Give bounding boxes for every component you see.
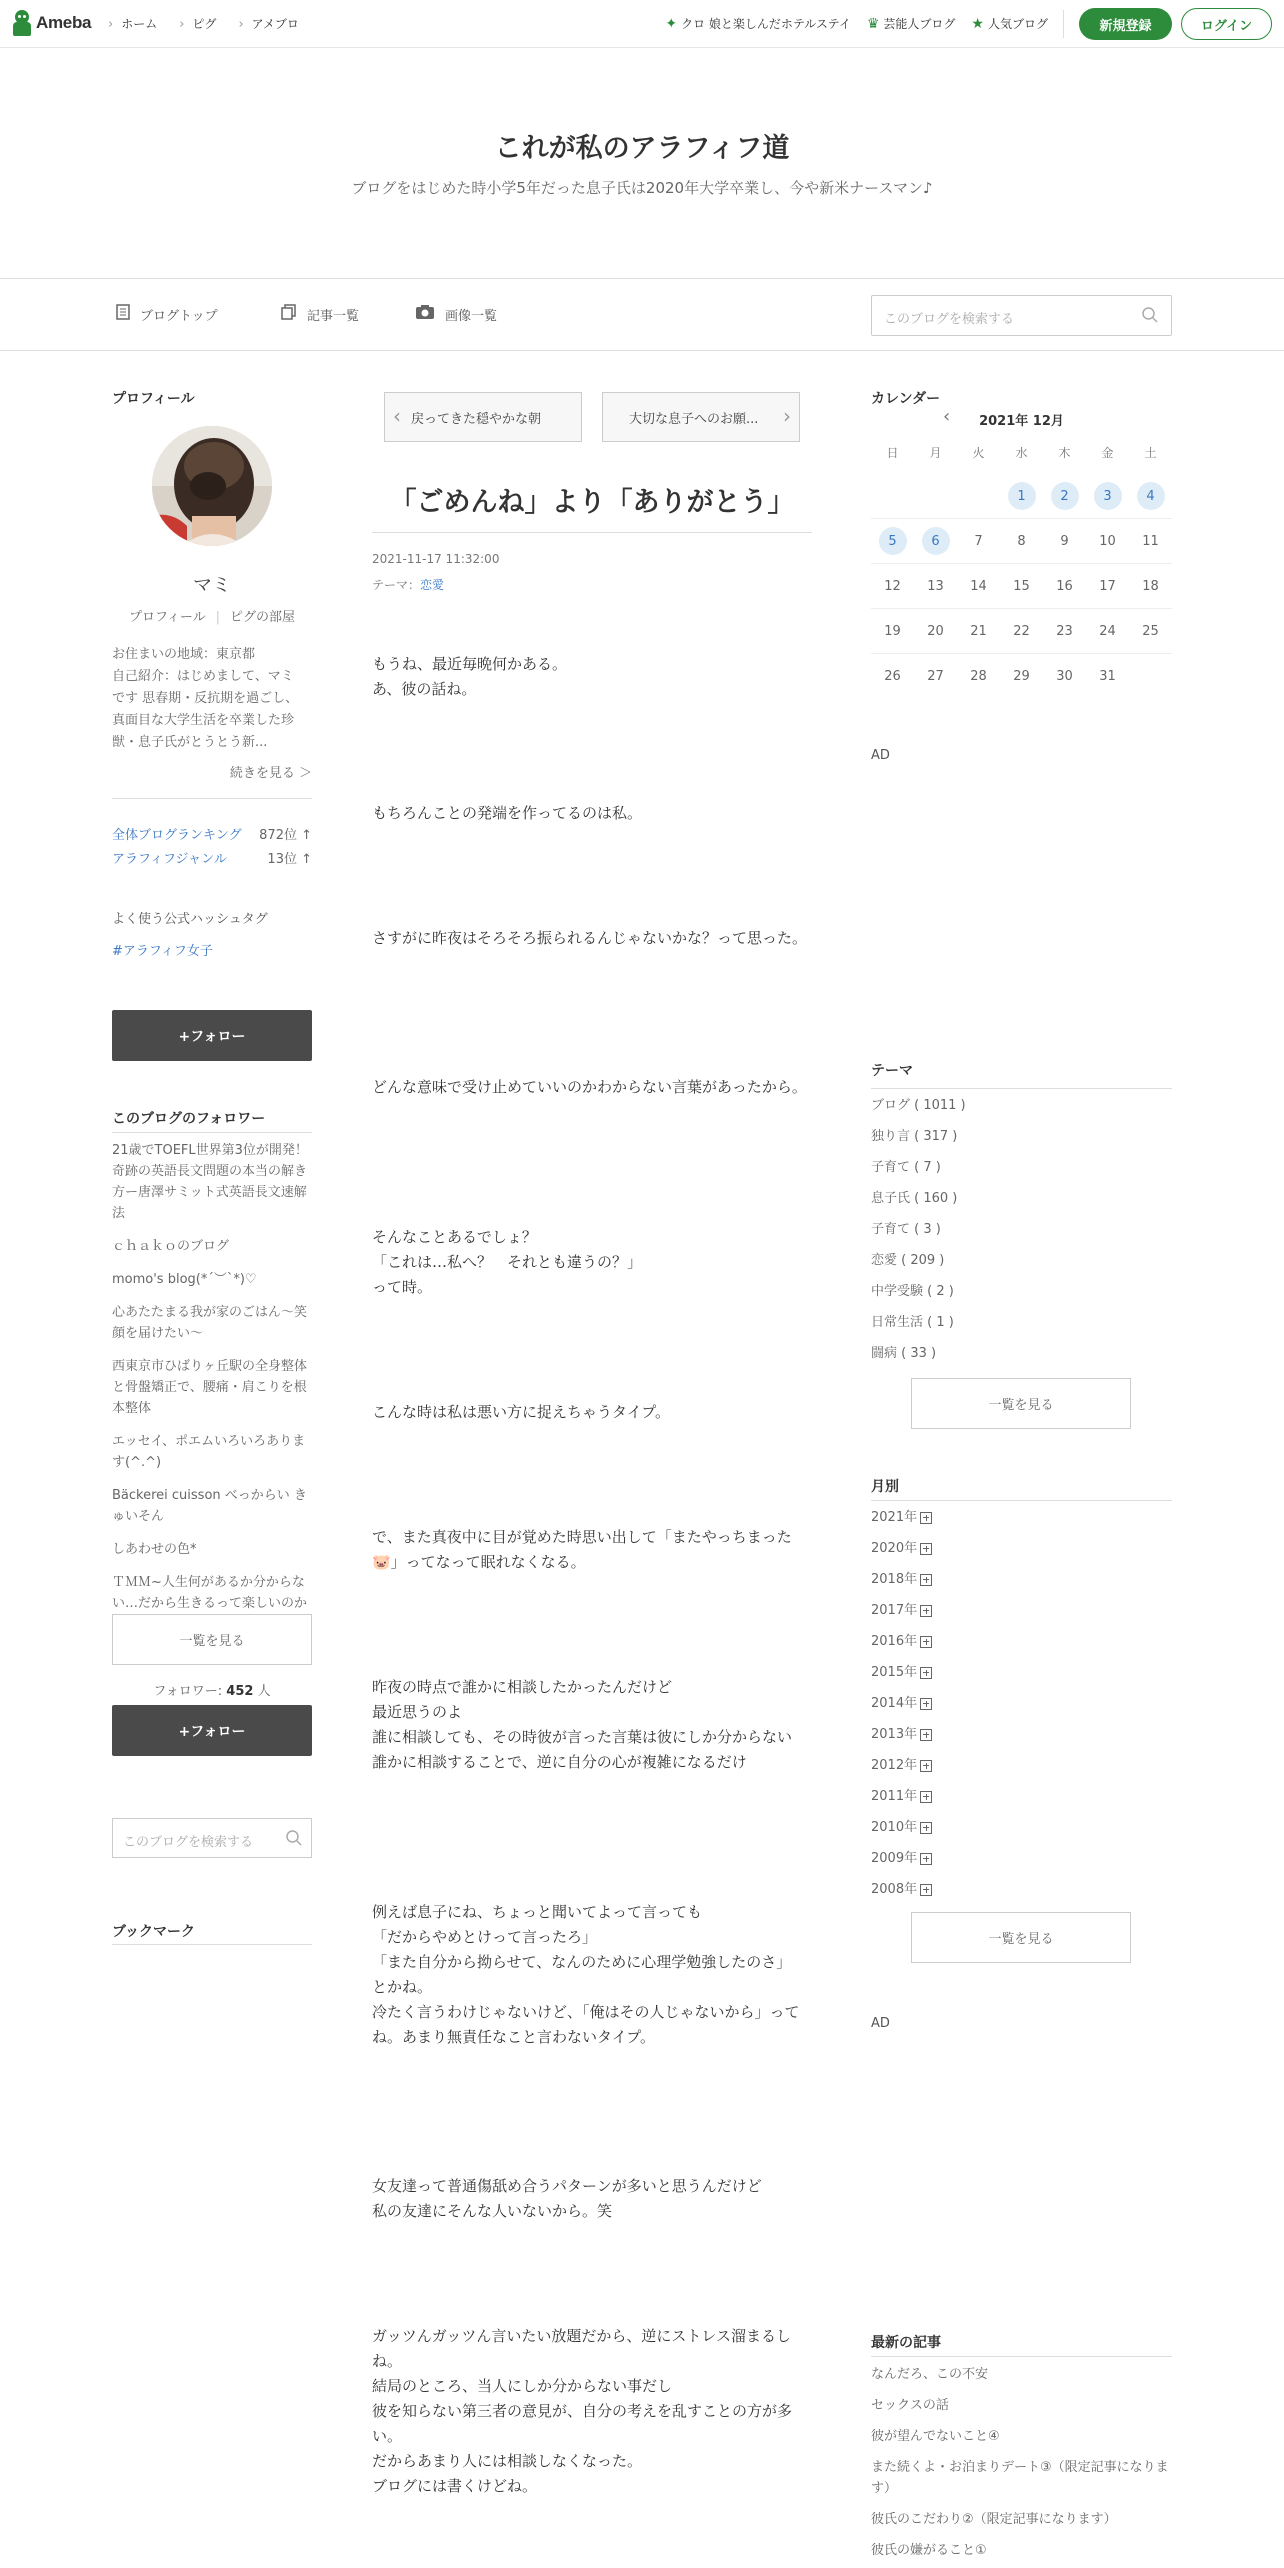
entry-line: 誰かに相談することで、逆に自分の心が複雑になるだけ: [372, 1753, 747, 1771]
calendar-day-link[interactable]: 6: [922, 527, 950, 555]
recent-item[interactable]: また続くよ・お泊まりデート③（限定記事になります）: [871, 2460, 1169, 2496]
recent-list: [871, 2364, 1172, 2568]
calendar-day: [871, 669, 914, 684]
calendar-day: [957, 624, 1000, 639]
month-item[interactable]: [871, 1812, 1172, 1843]
chevron-right-icon: ›: [783, 404, 791, 428]
entry-paragraph: [372, 1900, 812, 2050]
calendar-day-number: 22: [1013, 623, 1030, 639]
calendar-day: [957, 579, 1000, 594]
featured-link-hotel[interactable]: [665, 15, 851, 32]
calendar-day: [914, 579, 957, 594]
featured-link-label: 芸能人ブログ: [883, 17, 956, 31]
calendar-day-number: 30: [1056, 669, 1073, 684]
expand-plus-icon[interactable]: [920, 1853, 932, 1865]
theme-item[interactable]: 息子氏 ( 160 ): [871, 1191, 958, 1206]
entry-paragraph: [372, 1075, 812, 1100]
divider: [871, 1500, 1172, 1501]
camera-icon: [415, 304, 435, 324]
follower-item[interactable]: 西東京市ひばりヶ丘駅の全身整体と骨盤矯正で、腰痛・肩こりを根本整体: [112, 1359, 308, 1416]
calendar-day: [1129, 579, 1172, 594]
month-item[interactable]: [871, 1502, 1172, 1533]
entry-line: 例えば息子にね、ちょっと聞いてよって言っても: [372, 1903, 703, 1921]
follower-item[interactable]: ｃｈａｋｏのブログ: [112, 1239, 230, 1254]
entry-line: どんな意味で受け止めていいのかわからない言葉があったから。: [372, 1078, 807, 1096]
calendar-day-number: 10: [1099, 533, 1116, 549]
calendar-day-number: 28: [970, 669, 987, 684]
follower-item[interactable]: ＴＭＭ~人生何があるか分からない…だから生きるって楽しいのか: [112, 1575, 308, 1611]
entry-line: 彼を知らない第三者の意見が、自分の考えを乱すことの方が多い。: [372, 2402, 793, 2445]
month-label: 2014年: [871, 1696, 918, 1711]
month-label: 2008年: [871, 1882, 918, 1897]
ameba-mascot-icon: [12, 10, 32, 36]
calendar-grid: [871, 474, 1172, 699]
nav-link-home[interactable]: › ホーム: [108, 15, 157, 32]
entry-theme: [372, 576, 444, 593]
ranking-value: 13位 ↑: [267, 852, 312, 867]
pigg-room-link[interactable]: ピグの部屋: [230, 610, 296, 625]
weekday: 月: [929, 446, 942, 460]
expand-plus-icon[interactable]: [920, 1543, 932, 1555]
ranking-value: 872位 ↑: [259, 828, 312, 843]
entry-paragraph: [372, 652, 812, 702]
month-label: 2020年: [871, 1541, 918, 1556]
ad-label: AD: [871, 2016, 890, 2031]
calendar-day: [871, 624, 914, 639]
calendar-day: [1086, 534, 1129, 549]
profile-line: 自己紹介：はじめまして、マミ: [112, 669, 294, 684]
month-item[interactable]: [871, 1626, 1172, 1657]
divider: [871, 2356, 1172, 2357]
calendar-day-number: 13: [927, 578, 944, 594]
profile-line: お住まいの地域：東京都: [112, 647, 256, 662]
weekday: 火: [972, 446, 985, 460]
hashtag-heading: よく使う公式ハッシュタグ: [112, 912, 268, 927]
follower-item[interactable]: エッセイ、ポエムいろいろあります(^.^): [112, 1434, 306, 1470]
profile-links: [112, 606, 312, 625]
calendar-day: [914, 624, 957, 639]
follower-item[interactable]: しあわせの色*: [112, 1542, 197, 1557]
month-label: 2017年: [871, 1603, 918, 1618]
calendar-day[interactable]: [1086, 482, 1129, 510]
theme-link[interactable]: 恋愛: [420, 578, 445, 592]
calendar-day: [1043, 579, 1086, 594]
calendar-day: [957, 534, 1000, 549]
monthly-list: [871, 1502, 1172, 1905]
follower-list: [112, 1140, 312, 1647]
nav-divider: [1063, 10, 1064, 38]
link-separator: |: [215, 610, 221, 625]
calendar-day-number: 25: [1142, 623, 1159, 639]
calendar-week: [871, 564, 1172, 609]
entry-line: だからあまり人には相談しなくなった。: [372, 2452, 643, 2470]
expand-plus-icon[interactable]: [920, 1512, 932, 1524]
entry-paragraph: [372, 1675, 812, 1775]
divider: [372, 532, 812, 533]
theme-item[interactable]: 日常生活 ( 1 ): [871, 1315, 954, 1330]
calendar-day-link[interactable]: 5: [879, 527, 907, 555]
featured-link-label: 人気ブログ: [987, 17, 1048, 31]
follower-count-unit: 人: [253, 1684, 271, 1699]
expand-plus-icon[interactable]: [920, 1760, 932, 1772]
profile-heading: プロフィール: [112, 391, 195, 407]
calendar-week: [871, 654, 1172, 699]
followers-heading: このブログのフォロワー: [112, 1111, 266, 1127]
entry-line: こんな時は私は悪い方に捉えちゃうタイプ。: [372, 1403, 671, 1421]
calendar-day-number: 26: [884, 669, 901, 684]
tab-label: 記事一覧: [307, 308, 360, 324]
calendar-day-number: 16: [1056, 578, 1073, 594]
logo-text: Ameba: [36, 13, 92, 32]
nav-link-pigg[interactable]: › ピグ: [179, 15, 216, 32]
blog-subnav: [0, 278, 1284, 351]
calendar-day: [1043, 669, 1086, 684]
entry-paragraph: [372, 801, 812, 826]
monthly-heading: 月別: [871, 1479, 899, 1495]
next-entry-button[interactable]: [602, 392, 800, 442]
entry-date: 2021-11-17 11:32:00: [372, 552, 500, 566]
entry-line: ブログには書くけどね。: [372, 2477, 538, 2495]
calendar-day-number: 21: [970, 623, 987, 639]
expand-plus-icon[interactable]: [920, 1884, 932, 1896]
calendar-day: [1043, 534, 1086, 549]
profile-line: 獣・息子氏がとうとう新...: [112, 735, 268, 750]
calendar-day-number: 15: [1013, 578, 1030, 594]
theme-list-button[interactable]: 一覧を見る: [911, 1378, 1131, 1429]
weekday: 金: [1101, 446, 1114, 460]
calendar-day: [1000, 579, 1043, 594]
prev-entry-label: 戻ってきた穏やかな朝: [411, 411, 542, 427]
recent-item[interactable]: なんだろ、この不安: [871, 2367, 989, 2382]
calendar-day-link[interactable]: 2: [1051, 482, 1079, 510]
follower-item[interactable]: momo's blog(*´︶`*)♡: [112, 1272, 257, 1287]
theme-list: [871, 1090, 1172, 1369]
theme-prefix: テーマ：: [372, 578, 421, 592]
expand-plus-icon[interactable]: [920, 1574, 932, 1586]
ranking-genre[interactable]: [112, 848, 312, 867]
search-icon[interactable]: [1141, 306, 1159, 324]
follower-item[interactable]: 21歳でTOEFL世界第3位が開発！奇跡の英語長文問題の本当の解き方ー唐澤サミット式英語長文速解法: [112, 1143, 308, 1221]
entry-paragraph: [372, 926, 812, 951]
sidebar-search-input[interactable]: [112, 1818, 312, 1858]
theme-item[interactable]: 恋愛 ( 209 ): [871, 1253, 945, 1268]
month-label: 2018年: [871, 1572, 918, 1587]
calendar-heading: カレンダー: [871, 391, 941, 407]
bookmark-heading: ブックマーク: [112, 1924, 196, 1940]
calendar-weekdays: [871, 444, 1172, 461]
monthly-list-button[interactable]: 一覧を見る: [911, 1912, 1131, 1963]
calendar-day: [1000, 669, 1043, 684]
featured-links: [665, 15, 1048, 32]
recent-item[interactable]: 彼氏の嫌がること①: [871, 2543, 987, 2558]
calendar-week: [871, 519, 1172, 564]
ranking-overall[interactable]: [112, 824, 312, 843]
entry-line: 女友達って普通傷舐め合うパターンが多いと思うんだけど: [372, 2177, 762, 2195]
ranking-label: 全体ブログランキング: [112, 828, 242, 843]
month-label: 2015年: [871, 1665, 918, 1680]
chevron-left-icon[interactable]: ‹: [943, 406, 951, 427]
calendar-day: [1000, 624, 1043, 639]
calendar-day[interactable]: [1043, 482, 1086, 510]
follower-count: [112, 1680, 312, 1699]
tab-image-list[interactable]: [415, 304, 497, 324]
month-item[interactable]: [871, 1688, 1172, 1719]
document-icon: [116, 304, 130, 324]
calendar-day-link[interactable]: 1: [1008, 482, 1036, 510]
month-label: 2016年: [871, 1634, 918, 1649]
entry-line: 冷たく言うわけじゃないけど、「俺はその人じゃないから」ってね。あまり無責任なこと言わないタイプ。: [372, 2003, 800, 2046]
weekday: 木: [1058, 446, 1071, 460]
follower-item[interactable]: 心あたたまる我が家のごはん〜笑顔を届けたい〜: [112, 1305, 308, 1341]
hashtag-link[interactable]: #アラフィフ女子: [112, 944, 213, 959]
calendar-day-number: 29: [1013, 669, 1030, 684]
nav-link-ameblo[interactable]: › アメブロ: [238, 15, 298, 32]
month-item[interactable]: [871, 1533, 1172, 1564]
entry-line: ガッツんガッツん言いたい放題だから、逆にストレス溜まるしね。: [372, 2327, 791, 2370]
ranking-label: アラフィフジャンル: [112, 852, 227, 867]
month-item[interactable]: [871, 1750, 1172, 1781]
calendar-day: [871, 579, 914, 594]
profile-name[interactable]: マミ: [192, 574, 231, 596]
month-label: 2012年: [871, 1758, 918, 1773]
sparkle-icon: ✦: [665, 15, 678, 32]
featured-link-label: クロ 娘と楽しんだホテルステイ: [681, 17, 851, 31]
month-item[interactable]: [871, 1843, 1172, 1874]
tab-label: 画像一覧: [445, 308, 498, 324]
weekday: 水: [1015, 446, 1028, 460]
theme-item[interactable]: 子育て ( 7 ): [871, 1160, 941, 1175]
month-item[interactable]: [871, 1719, 1172, 1750]
blog-description: ブログをはじめた時小学5年だった息子氏は2020年大学卒業し、今や新米ナースマン♪: [351, 179, 933, 197]
entry-paragraph: [372, 1225, 812, 1300]
entry-line: 昨夜の時点で誰かに相談したかったんだけど: [372, 1678, 673, 1696]
month-label: 2009年: [871, 1851, 918, 1866]
calendar-day-number: 17: [1099, 578, 1116, 594]
entry-line: とかね。: [372, 1978, 433, 1996]
recent-item[interactable]: 彼氏のこだわり②（限定記事になります）: [871, 2512, 1117, 2527]
profile-line: 真面目な大学生活を卒業した珍: [112, 713, 295, 728]
follower-count-value: 452: [226, 1684, 254, 1699]
calendar-day-number: 12: [884, 578, 901, 594]
calendar-day-number: 19: [884, 623, 901, 639]
login-button[interactable]: ログイン: [1181, 8, 1272, 40]
calendar-day-number: 11: [1142, 533, 1159, 549]
month-item[interactable]: [871, 1874, 1172, 1905]
weekday: 土: [1144, 446, 1157, 460]
entry-line: で、また真夜中に目が覚めた時思い出して「またやっちまった🐷」ってなって眠れなくなる。: [372, 1528, 792, 1571]
calendar-day-number: 24: [1099, 623, 1116, 639]
calendar-day: [1086, 579, 1129, 594]
entry-line: 「これは…私へ？ それとも違うの？」: [372, 1253, 643, 1271]
entry-line: もうね、最近毎晩何かある。: [372, 655, 568, 673]
calendar-day[interactable]: [914, 527, 957, 555]
tab-label: ブログトップ: [140, 308, 218, 324]
profile-line: です 思春期・反抗期を過ごし、: [112, 691, 299, 706]
theme-item[interactable]: 子育て ( 3 ): [871, 1222, 941, 1237]
expand-plus-icon[interactable]: [920, 1698, 932, 1710]
recent-heading: 最新の記事: [871, 2335, 941, 2351]
calendar-day[interactable]: [1000, 482, 1043, 510]
calendar-day: [1129, 534, 1172, 549]
tab-blog-top[interactable]: [116, 304, 218, 324]
divider: [112, 1132, 312, 1133]
calendar-day-link[interactable]: 4: [1137, 482, 1165, 510]
top-navigation: [0, 0, 1284, 48]
calendar-day: [957, 669, 1000, 684]
calendar-week: [871, 609, 1172, 654]
calendar-day-number: 18: [1142, 578, 1159, 594]
copy-icon: [281, 304, 297, 324]
search-icon[interactable]: [285, 1829, 303, 1847]
featured-link-celebrity[interactable]: [867, 15, 956, 32]
calendar-day: [1000, 534, 1043, 549]
entry-line: 誰に相談しても、その時彼が言った言葉は彼にしか分からない: [372, 1728, 793, 1746]
calendar-week: [871, 474, 1172, 519]
calendar-day[interactable]: [871, 527, 914, 555]
profile-text: [112, 644, 312, 754]
month-label: 2021年: [871, 1510, 918, 1525]
divider: [112, 798, 312, 799]
calendar-day-number: 23: [1056, 623, 1073, 639]
theme-heading: テーマ: [871, 1063, 913, 1079]
global-links: [108, 15, 299, 32]
next-entry-label: 大切な息子へのお願...: [629, 411, 759, 427]
search-placeholder: このブログを検索する: [884, 312, 1015, 327]
follow-button-bottom[interactable]: +フォロー: [112, 1705, 312, 1756]
signup-button[interactable]: 新規登録: [1079, 8, 1172, 40]
entry-line: 「また自分から拗らせて、なんのために心理学勉強したのさ」: [372, 1953, 792, 1971]
entry-line: 最近思うのよ: [372, 1703, 463, 1721]
ameba-logo[interactable]: [12, 10, 91, 36]
expand-plus-icon[interactable]: [920, 1822, 932, 1834]
calendar-day-number: 31: [1099, 669, 1116, 684]
month-item[interactable]: [871, 1657, 1172, 1688]
expand-plus-icon[interactable]: [920, 1636, 932, 1648]
theme-item[interactable]: 闘病 ( 33 ): [871, 1346, 937, 1361]
theme-item[interactable]: 独り言 ( 317 ): [871, 1129, 958, 1144]
entry-line: 「だからやめとけって言ったろ」: [372, 1928, 598, 1946]
blog-search-input[interactable]: [871, 295, 1172, 336]
entry-paragraph: [372, 2174, 812, 2224]
avatar[interactable]: [152, 426, 272, 546]
month-item[interactable]: [871, 1595, 1172, 1626]
calendar-day: [1086, 624, 1129, 639]
month-item[interactable]: [871, 1564, 1172, 1595]
recent-item[interactable]: 彼が望んでないこと④: [871, 2429, 1000, 2444]
expand-plus-icon[interactable]: [920, 1605, 932, 1617]
entry-line: 私の友達にそんな人いないから。笑: [372, 2202, 613, 2220]
entry-line: あ、彼の話ね。: [372, 680, 477, 698]
theme-item[interactable]: ブログ ( 1011 ): [871, 1098, 966, 1113]
month-item[interactable]: [871, 1781, 1172, 1812]
month-label: 2013年: [871, 1727, 918, 1742]
entry-line: そんなことあるでしょ？: [372, 1228, 537, 1246]
calendar-day: [914, 669, 957, 684]
search-placeholder: このブログを検索する: [123, 1835, 254, 1850]
entry-paragraph: [372, 2324, 812, 2499]
calendar-day-number: 8: [1017, 533, 1026, 549]
divider: [871, 1088, 1172, 1089]
calendar-day[interactable]: [1129, 482, 1172, 510]
entry-line: さすがに昨夜はそろそろ振られるんじゃないかな？って思った。: [372, 929, 808, 947]
calendar-day-number: 27: [927, 669, 944, 684]
theme-item[interactable]: 中学受験 ( 2 ): [871, 1284, 954, 1299]
featured-link-popular[interactable]: [971, 15, 1048, 32]
entry-paragraph: [372, 1525, 812, 1575]
calendar-day-number: 7: [974, 533, 983, 549]
entry-line: 結局のところ、当人にしか分からない事だし: [372, 2377, 673, 2395]
follower-count-label: フォロワー:: [153, 1684, 227, 1699]
calendar-day: [1129, 624, 1172, 639]
divider: [112, 1944, 312, 1945]
tab-entry-list[interactable]: [281, 304, 359, 324]
calendar-day-number: 9: [1060, 533, 1069, 549]
entry-line: もちろんことの発端を作ってるのは私。: [372, 804, 643, 822]
calendar-day-link[interactable]: 3: [1094, 482, 1122, 510]
entry-title[interactable]: 「ごめんね」より「ありがとう」: [389, 487, 795, 518]
month-label: 2011年: [871, 1789, 918, 1804]
entry-paragraph: [372, 1400, 812, 1425]
calendar-day-number: 14: [970, 578, 987, 594]
calendar-day: [1086, 669, 1129, 684]
entry-line: って時。: [372, 1278, 433, 1296]
followers-list-button[interactable]: 一覧を見る: [112, 1614, 312, 1665]
follower-item[interactable]: Bäckerei cuisson べっからい きゅいそん: [112, 1488, 307, 1524]
follow-button[interactable]: +フォロー: [112, 1010, 312, 1061]
month-label: 2010年: [871, 1820, 918, 1835]
blog-title[interactable]: これが私のアラフィフ道: [494, 133, 790, 164]
calendar-month: 2021年 12月: [979, 414, 1064, 429]
profile-link[interactable]: プロフィール: [128, 610, 206, 625]
profile-more-link[interactable]: 続きを見る ＞: [229, 766, 312, 781]
expand-plus-icon[interactable]: [920, 1729, 932, 1741]
recent-item[interactable]: セックスの話: [871, 2398, 949, 2413]
calendar-day-number: 20: [927, 623, 944, 639]
star-icon: ★: [971, 15, 984, 32]
expand-plus-icon[interactable]: [920, 1791, 932, 1803]
weekday: 日: [886, 446, 899, 460]
ad-label: AD: [871, 748, 890, 763]
chevron-left-icon: ‹: [393, 404, 401, 428]
crown-icon: ♛: [866, 15, 880, 32]
calendar-day: [1043, 624, 1086, 639]
prev-entry-button[interactable]: [384, 392, 582, 442]
expand-plus-icon[interactable]: [920, 1667, 932, 1679]
